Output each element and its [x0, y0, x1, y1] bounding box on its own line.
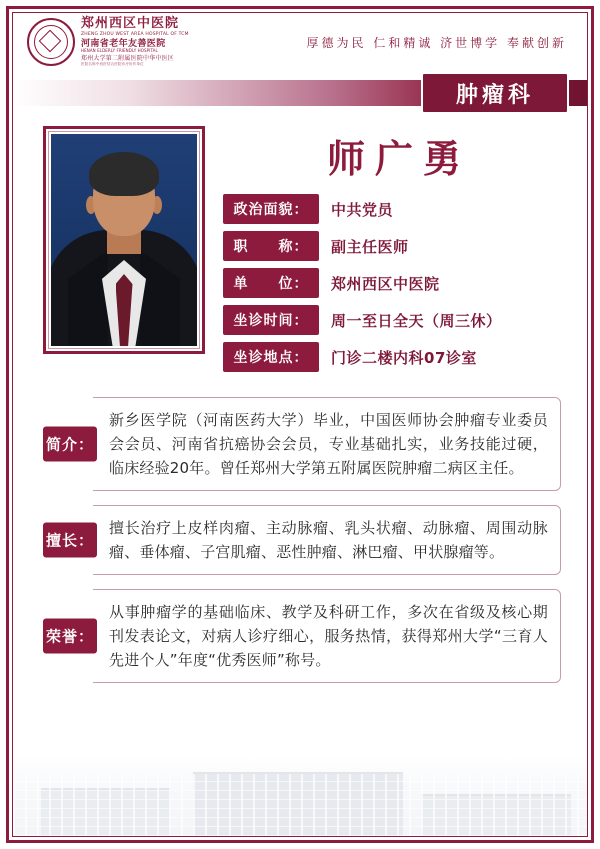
info-row: [223, 194, 565, 224]
doctor-name: 师广勇: [326, 137, 471, 181]
section-title-specialty: 擅长：: [43, 523, 97, 558]
info-row: [223, 305, 565, 335]
hospital-emblem-icon: [27, 18, 75, 66]
info-label-location: 坐诊地点：: [223, 342, 319, 372]
section-text-intro: 新乡医学院（河南医药大学）毕业，中国医师协会肿瘤专业委员会会员、河南省抗癌协会会员，专业基础扎实，业务技能过硬，临床经验20年。曾任郑州大学第五附属医院肿瘤二病区主任。: [93, 397, 561, 491]
section-text-honors: 从事肿瘤学的基础临床、教学及科研工作，多次在省级及核心期刊发表论文，对病人诊疗细心，服务热情，获得郑州大学“三育人先进个人”年度“优秀医师”称号。: [93, 589, 561, 683]
info-value-political: 中共党员: [331, 200, 394, 219]
hospital-name-cn: 郑州西区中医院: [81, 16, 180, 32]
hospital-slogan: 厚德为民 仁和精诚 济世博学 奉献创新: [306, 35, 567, 50]
info-row: [223, 342, 565, 372]
doctor-photo-frame: [43, 126, 205, 354]
section-text-specialty: 擅长治疗上皮样肉瘤、主动脉瘤、乳头状瘤、动脉瘤、周围动脉瘤、垂体瘤、子宫肌瘤、恶性肿瘤、淋巴瘤、甲状腺瘤等。: [93, 505, 561, 575]
info-value-schedule: 周一至日全天（周三休）: [331, 311, 502, 330]
doctor-summary: [13, 118, 587, 379]
hospital-logo-text: [81, 17, 189, 66]
info-label-unit: 单 位：: [223, 268, 319, 298]
section-title-intro: 简介：: [43, 427, 97, 462]
portrait-hair: [89, 152, 159, 196]
doctor-sections: [13, 379, 587, 683]
section-intro: [43, 397, 561, 491]
info-value-title: 副主任医师: [331, 237, 409, 256]
building-decoration: [13, 758, 587, 836]
poster-header: [13, 13, 587, 71]
section-honors: [43, 589, 561, 683]
info-row: [223, 268, 565, 298]
info-label-title: 职 称：: [223, 231, 319, 261]
section-tab: [43, 397, 97, 491]
info-row: [223, 231, 565, 261]
doctor-portrait: [51, 134, 197, 346]
hospital-affiliation-cn: 郑州大学第二附属医院中华中医区: [81, 54, 175, 62]
info-label-schedule: 坐诊时间：: [223, 305, 319, 335]
section-tab: [43, 505, 97, 575]
department-name: 肿瘤科: [421, 72, 569, 114]
department-band: [13, 72, 587, 114]
section-specialty: [43, 505, 561, 575]
info-label-political: 政治面貌：: [223, 194, 319, 224]
section-title-honors: 荣誉：: [43, 619, 97, 654]
hospital-affiliation-en: 医院名称中西医结合医院诊疗协作单位: [81, 62, 144, 67]
doctor-info-table: [205, 126, 565, 379]
decoration-window-grid: [13, 774, 587, 836]
hospital-alt-name-cn: 河南省老年友善医院: [81, 38, 166, 49]
info-value-location: 门诊二楼内科07诊室: [331, 348, 477, 367]
poster-body: [13, 118, 587, 836]
section-tab: [43, 589, 97, 683]
hospital-name-en: ZHENG ZHOU WEST AREA HOSPITAL OF TCM: [81, 32, 189, 38]
hospital-alt-name-en: HENAN ELDERLY FRIENDLY HOSPITAL: [81, 47, 158, 53]
info-value-unit: 郑州西区中医院: [331, 274, 440, 293]
hospital-logo: [27, 17, 189, 66]
